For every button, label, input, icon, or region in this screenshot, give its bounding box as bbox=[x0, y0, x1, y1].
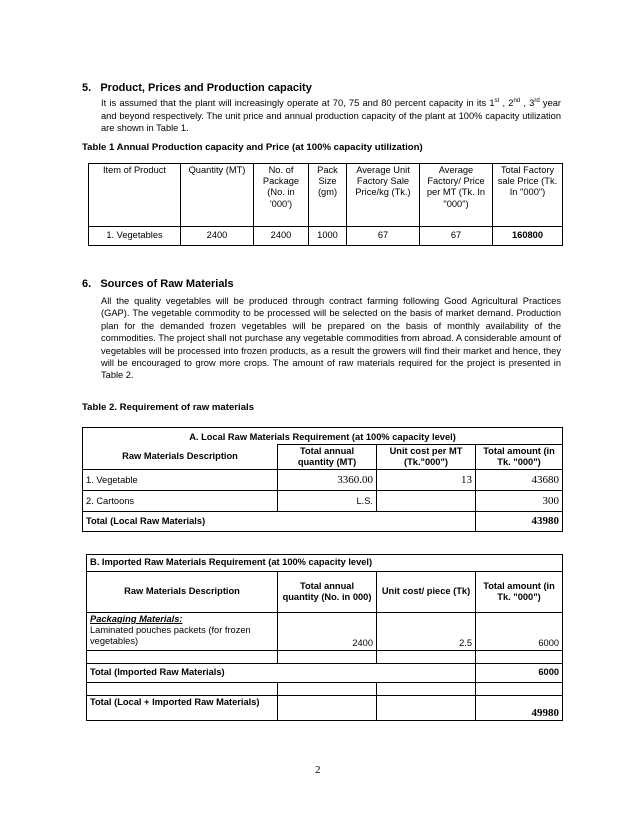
table-cell: 2.5 bbox=[377, 613, 476, 651]
table-1-header: Total Factory sale Price (Tk. In "000") bbox=[493, 164, 563, 227]
section-6-heading: 6. Sources of Raw Materials bbox=[82, 278, 234, 290]
table-header-row bbox=[83, 445, 563, 470]
local-header: Raw Materials Description bbox=[83, 445, 278, 470]
table-cell: 300 bbox=[476, 491, 563, 512]
table-row bbox=[89, 227, 563, 246]
imported-total-value: 6000 bbox=[476, 664, 563, 683]
table-cell: 2400 bbox=[181, 227, 254, 246]
packaging-item-description: Laminated pouches packets (for frozen vegetables) bbox=[90, 625, 251, 647]
table-row bbox=[83, 470, 563, 491]
imported-header: Unit cost/ piece (Tk) bbox=[377, 572, 476, 613]
table-cell: 3360.00 bbox=[278, 470, 377, 491]
table-cell: 1. Vegetable bbox=[83, 470, 278, 491]
local-header: Total annual quantity (MT) bbox=[278, 445, 377, 470]
table-1-header-row bbox=[89, 164, 563, 227]
table-2-caption: Table 2. Requirement of raw materials bbox=[82, 402, 255, 413]
local-total-value: 43980 bbox=[476, 512, 563, 532]
table-title-row bbox=[87, 555, 563, 572]
table-cell: 43680 bbox=[476, 470, 563, 491]
table-1-header: Quantity (MT) bbox=[181, 164, 254, 227]
imported-table-title: B. Imported Raw Materials Requirement (at 100% capacity level) bbox=[87, 555, 563, 572]
table-cell: 13 bbox=[377, 470, 476, 491]
imported-header: Total amount (in Tk. "000") bbox=[476, 572, 563, 613]
table-1-header: Average Factory/ Price per MT (Tk. In "000") bbox=[420, 164, 493, 227]
table-cell: 2. Cartoons bbox=[83, 491, 278, 512]
table-total-row bbox=[87, 664, 563, 683]
table-header-row bbox=[87, 572, 563, 613]
grand-total-label: Total (Local + Imported Raw Materials) bbox=[87, 696, 278, 721]
table-1-header: Average Unit Factory Sale Price/kg (Tk.) bbox=[347, 164, 420, 227]
table-title-row bbox=[83, 428, 563, 445]
table-cell: 1000 bbox=[309, 227, 347, 246]
production-capacity-table bbox=[88, 163, 563, 246]
table-cell: L.S. bbox=[278, 491, 377, 512]
table-total-row bbox=[83, 512, 563, 532]
table-spacer-row bbox=[87, 683, 563, 696]
table-cell: 1. Vegetables bbox=[89, 227, 181, 246]
table-spacer-row bbox=[87, 651, 563, 664]
table-cell: 2400 bbox=[278, 613, 377, 651]
table-cell: 2400 bbox=[254, 227, 309, 246]
section-5-heading: 5. Product, Prices and Production capacity bbox=[82, 82, 312, 94]
packaging-subhead: Packaging Materials: bbox=[90, 614, 183, 624]
table-cell: 67 bbox=[420, 227, 493, 246]
table-cell: 6000 bbox=[476, 613, 563, 651]
table-cell bbox=[377, 491, 476, 512]
imported-raw-materials-table bbox=[86, 554, 563, 721]
grand-total-value: 49980 bbox=[476, 696, 563, 721]
local-header: Total amount (in Tk. "000") bbox=[476, 445, 563, 470]
table-1-header: Pack Size (gm) bbox=[309, 164, 347, 227]
table-row bbox=[87, 613, 563, 651]
table-1-caption: Table 1 Annual Production capacity and Price (at 100% capacity utilization) bbox=[82, 142, 423, 153]
section-6-body: All the quality vegetables will be produced through contract farming following Good Agricultural Practices (GAP). The vegetable commodity to be processed will be selected on the basis of market demand. Production plan for the demanded frozen vegetables will be prepared on the basis of monthly availability of the commodities. The project shall not purchase any vegetable commodities from abroad. A considerable amount of vegetables will be processed into frozen products, as a result the growers will find their market and hence, they will be encouraged to grow more crops. The amount of raw materials required for the project is presented in Table 2. bbox=[101, 296, 561, 381]
section-5-body: It is assumed that the plant will increasingly operate at 70, 75 and 80 percent capacity in its 1st , 2nd , 3rd year and beyond respectively. The unit price and annual production capacity of the plant at 100% capacity utilization are shown in Table 1. bbox=[101, 98, 562, 133]
table-cell: 67 bbox=[347, 227, 420, 246]
table-1-header: Item of Product bbox=[89, 164, 181, 227]
packaging-item-cell bbox=[87, 613, 278, 651]
table-cell: 160800 bbox=[493, 227, 563, 246]
table-row bbox=[83, 491, 563, 512]
imported-header: Raw Materials Description bbox=[87, 572, 278, 613]
local-raw-materials-table bbox=[82, 427, 563, 532]
table-grand-total-row bbox=[87, 696, 563, 721]
imported-header: Total annual quantity (No. in 000) bbox=[278, 572, 377, 613]
local-header: Unit cost per MT (Tk."000") bbox=[377, 445, 476, 470]
local-total-label: Total (Local Raw Materials) bbox=[83, 512, 476, 532]
imported-total-label: Total (Imported Raw Materials) bbox=[87, 664, 476, 683]
local-table-title: A. Local Raw Materials Requirement (at 100% capacity level) bbox=[83, 428, 563, 445]
page-number: 2 bbox=[315, 764, 321, 776]
table-1-header: No. of Package (No. in '000') bbox=[254, 164, 309, 227]
